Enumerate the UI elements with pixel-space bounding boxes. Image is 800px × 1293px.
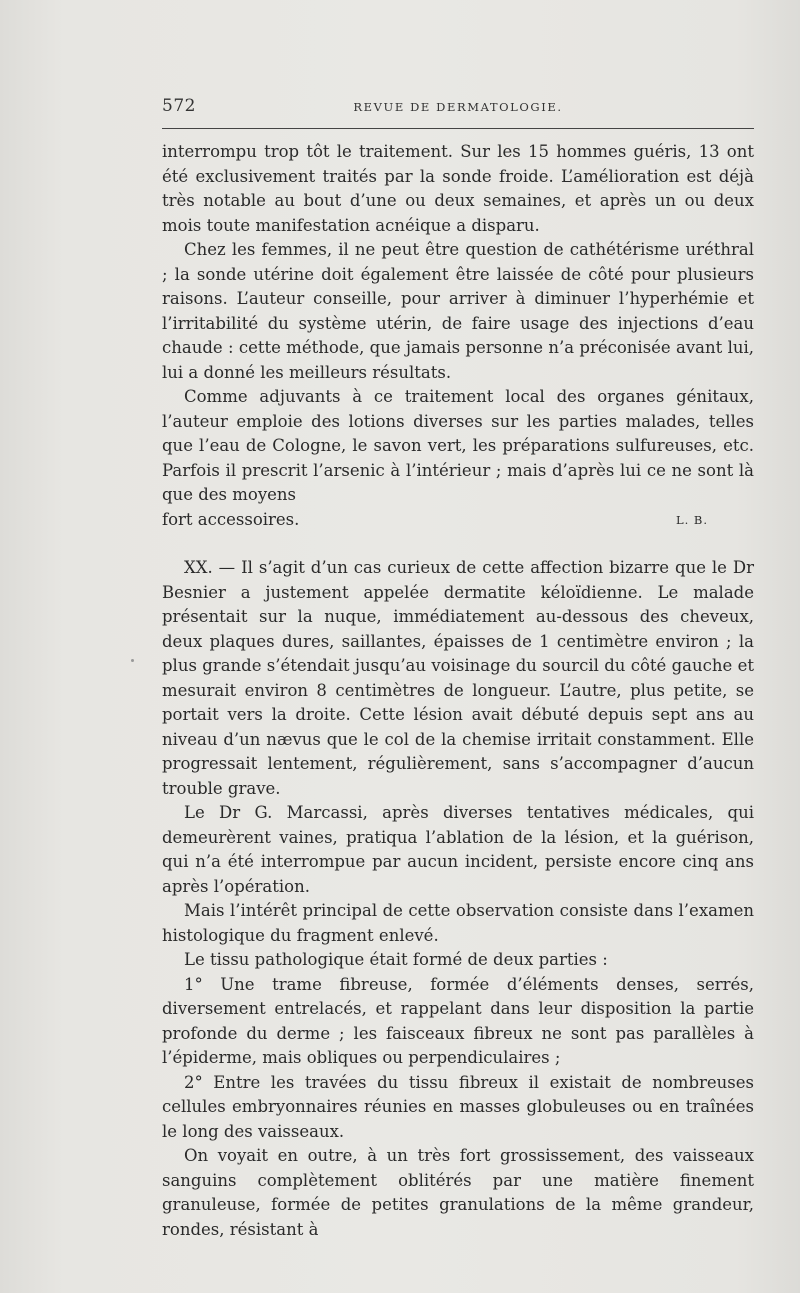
paragraph-4: XX. — Il s’agit d’un cas curieux de cette affection bizarre que le Dr Besnier a justement appelée dermatite kéloïdienne. Le malade présentait sur la nuque, immédiatement au-dessous des cheveux, deux plaques dures, saillantes, épaisses de 1 centimètre environ ; la plus grande s’étendait jusqu’au voisinage du sourcil du côté gauche et mesurait environ 8 centimètres de longueur. L’autre, plus petite, se portait vers la droite. Cette lésion avait débuté depuis sept ans au niveau d’un nævus que le col de la chemise irritait constamment. Elle progressait lentement, régulièrement, sans s’accompagner d’aucun trouble grave.	[162, 558, 754, 798]
paragraph-2: Chez les femmes, il ne peut être question de cathétérisme uréthral ; la sonde utérine doit également être laissée de côté pour plusieurs raisons. L’auteur conseille, pour arriver à diminuer l’hyperhémie et l’irritabilité du système utérin, de faire usage des injections d’eau chaude : cette méthode, que jamais personne n’a préconisée avant lui, lui a donné les meilleurs résultats.	[162, 240, 754, 382]
signature-line	[162, 508, 754, 533]
paragraph-8: 1° Une trame fibreuse, formée d’éléments denses, serrés, diversement entrelacés, et rappelant dans leur disposition la partie profonde du derme ; les faisceaux fibreux ne sont pas parallèles à l’épiderme, mais obliques ou perpendiculaires ;	[162, 974, 754, 1067]
running-title: REVUE DE DERMATOLOGIE.	[353, 100, 563, 114]
paragraph-6: Mais l’intérêt principal de cette observation consiste dans l’examen histologique du fragment enlevé.	[162, 901, 754, 945]
paragraph-5: Le Dr G. Marcassi, après diverses tentatives médicales, qui demeurèrent vaines, pratiqua l’ablation de la lésion, et la guérison, qui n’a été interrompue par aucun incident, persiste encore cinq ans après l’opération.	[162, 803, 754, 896]
section-gap	[162, 532, 754, 556]
page-number: 572	[162, 96, 196, 116]
paragraph-10: On voyait en outre, à un très fort grossissement, des vaisseaux sanguins complètement oblitérés par une matière finement granuleuse, formée de petites granulations de la même grandeur, rondes, résistant à	[162, 1146, 754, 1239]
paragraph-1: interrompu trop tôt le traitement. Sur les 15 hommes guéris, 13 ont été exclusivement traités par la sonde froide. L’amélioration est déjà très notable au bout d’une ou deux semaines, et après un ou deux mois toute manifestation acnéique a disparu.	[162, 142, 754, 235]
paragraph-3-end: fort accessoires.	[162, 509, 300, 529]
page-header	[162, 96, 754, 126]
paragraph-3: Comme adjuvants à ce traitement local des organes génitaux, l’auteur emploie des lotions diverses sur les parties malades, telles que l’eau de Cologne, le savon vert, les préparations sulfureuses, etc. Parfois il prescrit l’arsenic à l’intérieur ; mais d’après lui ce ne sont là que des moyens	[162, 387, 754, 504]
body-text	[162, 140, 754, 1242]
header-rule	[162, 128, 754, 129]
paper-speck	[131, 659, 134, 662]
author-signature: L. B.	[675, 512, 708, 527]
paragraph-9: 2° Entre les travées du tissu fibreux il existait de nombreuses cellules embryonnaires réunies en masses globuleuses ou en traînées le long des vaisseaux.	[162, 1072, 754, 1141]
paragraph-7: Le tissu pathologique était formé de deux parties :	[184, 950, 608, 969]
